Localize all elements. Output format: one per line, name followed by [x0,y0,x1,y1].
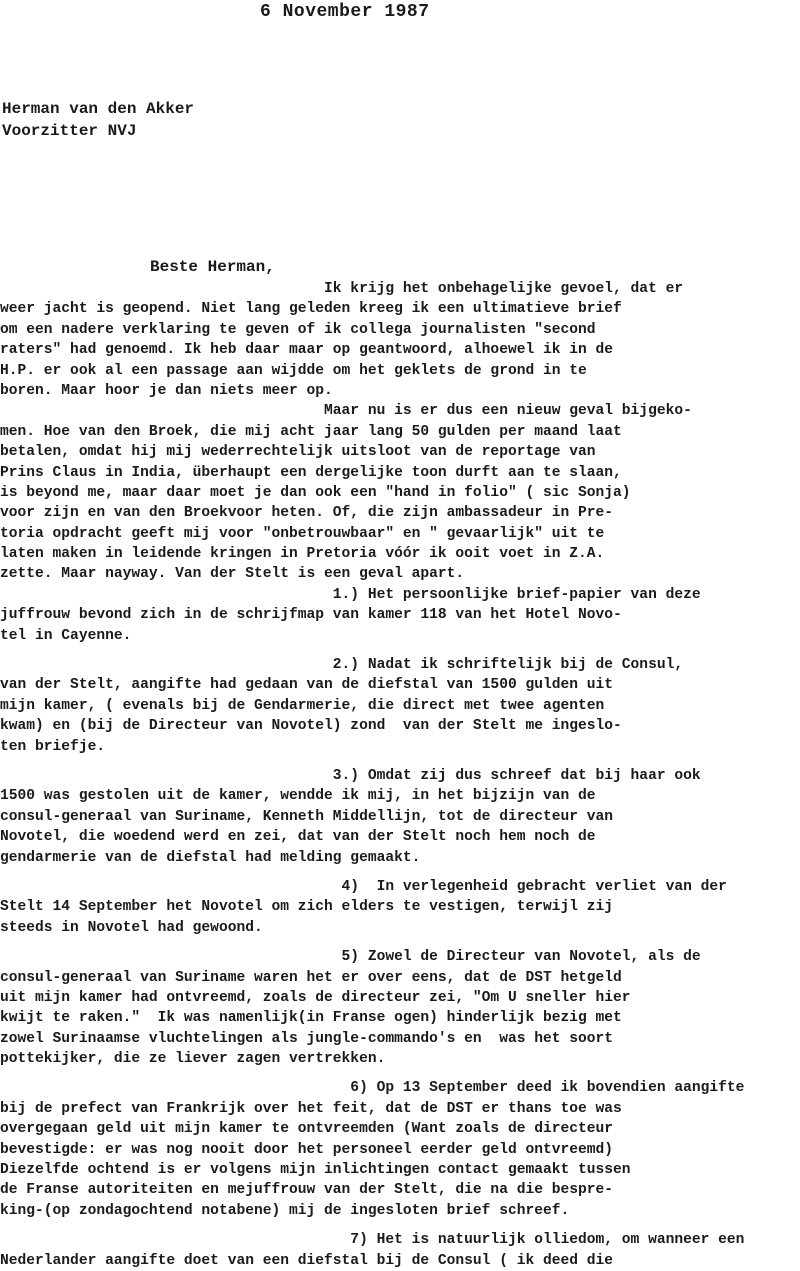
paragraph-gap [0,1069,796,1078]
text-line: toria opdracht geeft mij voor "onbetrouwbaar" en " gevaarlijk" uit te [0,525,605,542]
text-line: consul-generaal van Suriname waren het er over eens, dat de DST hetgeld [0,969,622,986]
text-line: Maar nu is er dus een nieuw geval bijgeko- [0,403,692,420]
text-line: boren. Maar hoor je dan niets meer op. [0,382,333,399]
text-line: 3.) Omdat zij dus schreef dat bij haar ook [0,767,701,784]
text-line: Diezelfde ochtend is er volgens mijn inlichtingen contact gemaakt tussen [0,1162,631,1179]
text-line: is beyond me, maar daar moet je dan ook een "hand in folio" ( sic Sonja) [0,484,631,501]
text-line: van der Stelt, aangifte had gedaan van de diefstal van 1500 gulden uit [0,677,614,694]
text-line: Novotel, die woedend werd en zei, dat van der Stelt noch hem noch de [0,829,596,846]
paragraph [0,655,796,757]
paragraph [0,766,796,868]
text-line: weer jacht is geopend. Niet lang geleden kreeg ik een ultimatieve brief [0,301,622,318]
text-line: kwijt te raken." Ik was namenlijk(in Franse ogen) hinderlijk bezig met [0,1010,622,1027]
recipient-name: Herman van den Akker [2,100,195,118]
text-line: zowel Surinaamse vluchtelingen als jungle-commando's en was het soort [0,1030,614,1047]
text-line: ten briefje. [0,738,106,755]
letter-date: 6 November 1987 [260,2,430,22]
paragraph [0,1230,796,1271]
text-line: 2.) Nadat ik schriftelijk bij de Consul, [0,657,684,674]
text-line: bevestigde: er was nog nooit door het personeel eerder geld ontvreemd) [0,1141,614,1158]
text-line: voor zijn en van den Broekvoor heten. Of, die zijn ambassadeur in Pre- [0,505,614,522]
paragraph-gap [0,938,796,947]
text-line: juffrouw bevond zich in de schrijfmap van kamer 118 van het Hotel Novo- [0,607,622,624]
text-line: steeds in Novotel had gewoond. [0,919,263,936]
paragraph [0,1078,796,1221]
recipient-block [2,98,194,142]
text-line: Ik krijg het onbehagelijke gevoel, dat er [0,281,684,297]
text-line: 4) In verlegenheid gebracht verliet van der [0,878,727,895]
text-line: mijn kamer, ( evenals bij de Gendarmerie, die direct met twee agenten [0,697,605,714]
text-line: consul-generaal van Suriname, Kenneth Middellijn, tot de directeur van [0,808,614,825]
letter-body [0,279,796,1271]
text-line: men. Hoe van den Broek, die mij acht jaar lang 50 gulden per maand laat [0,423,622,440]
text-line: Prins Claus in India, überhaupt een dergelijke toon durft aan te slaan, [0,464,622,481]
text-line: uit mijn kamer had ontvreemd, zoals de directeur zei, "Om U sneller hier [0,989,631,1006]
text-line: laten maken in leidende kringen in Pretoria vóór ik ooit voet in Z.A. [0,546,605,563]
salutation: Beste Herman, [150,258,275,276]
text-line: 5) Zowel de Directeur van Novotel, als de [0,949,701,966]
text-line: tel in Cayenne. [0,627,132,644]
text-line: om een nadere verklaring te geven of ik collega journalisten "second [0,321,596,338]
text-line: raters" had genoemd. Ik heb daar maar op geantwoord, alhoewel ik in de [0,342,614,359]
paragraph-gap [0,868,796,877]
text-line: zette. Maar nayway. Van der Stelt is een geval apart. [0,566,465,583]
text-line: 7) Het is natuurlijk olliedom, om wanneer een [0,1232,745,1249]
text-line: Stelt 14 September het Novotel om zich elders te vestigen, terwijl zij [0,899,614,916]
text-line: Nederlander aangifte doet van een diefstal bij de Consul ( ik deed die [0,1252,614,1269]
text-line: 6) Op 13 September deed ik bovendien aangifte [0,1080,745,1097]
paragraph [0,401,796,585]
text-line: gendarmerie van de diefstal had melding gemaakt. [0,849,421,866]
paragraph [0,279,796,401]
text-line: betalen, omdat hij mij wederrechtelijk uitsloot van de reportage van [0,444,596,461]
text-line: overgegaan geld uit mijn kamer te ontvreemden (Want zoals de directeur [0,1121,614,1138]
paragraph [0,585,796,646]
paragraph-gap [0,1221,796,1230]
recipient-title: Voorzitter NVJ [2,122,137,140]
text-line: bij de prefect van Frankrijk over het feit, dat de DST er thans toe was [0,1100,622,1117]
text-line: H.P. er ook al een passage aan wijdde om het geklets de grond in te [0,362,587,379]
paragraph [0,877,796,938]
paragraph [0,947,796,1069]
text-line: king-(op zondagochtend notabene) mij de ingesloten brief schreef. [0,1202,570,1219]
text-line: kwam) en (bij de Directeur van Novotel) zond van der Stelt me ingeslo- [0,718,622,735]
text-line: 1.) Het persoonlijke brief-papier van deze [0,586,701,603]
text-line: 1500 was gestolen uit de kamer, wendde ik mij, in het bijzijn van de [0,788,596,805]
text-line: de Franse autoriteiten en mejuffrouw van der Stelt, die na die bespre- [0,1182,614,1199]
text-line: pottekijker, die ze liever zagen vertrekken. [0,1051,386,1068]
paragraph-gap [0,757,796,766]
paragraph-gap [0,646,796,655]
